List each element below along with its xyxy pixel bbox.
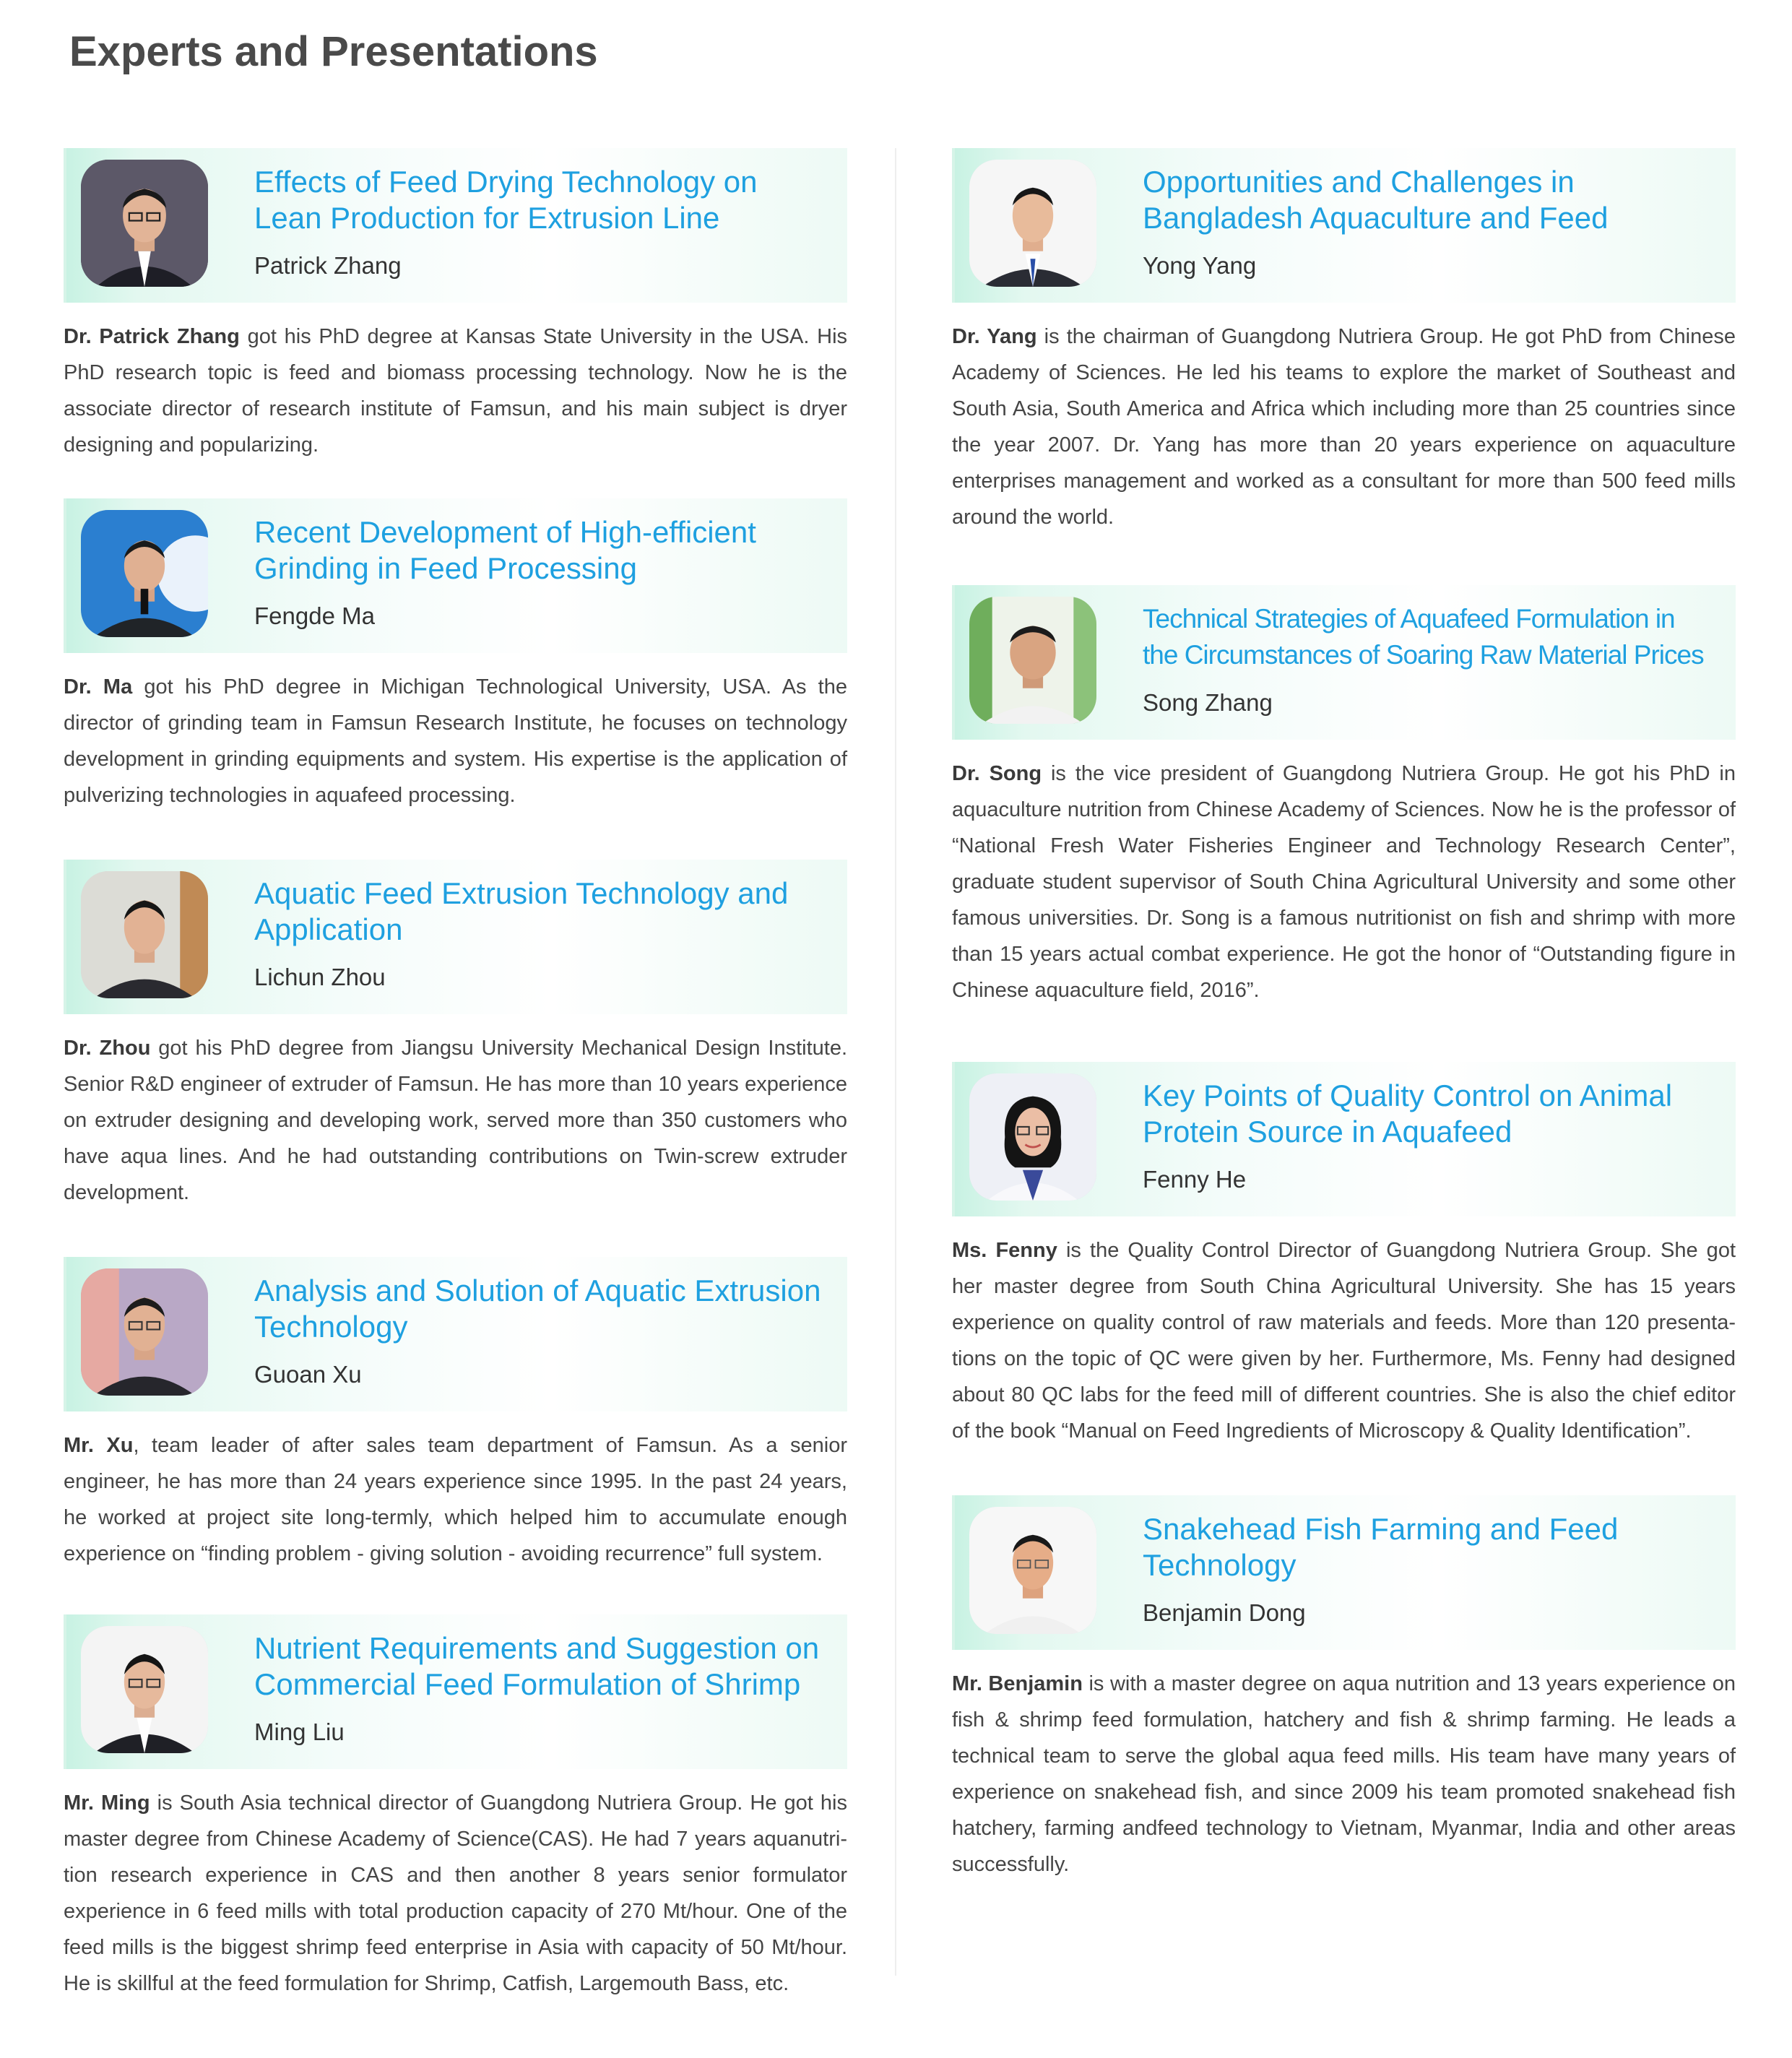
bio-lead: Mr. Xu — [64, 1434, 134, 1457]
speaker-name: Lichun Zhou — [254, 964, 386, 990]
presentation-card — [952, 1495, 1736, 1882]
speaker-bio — [64, 1427, 847, 1572]
presentation-title: Effects of Feed Drying Technology on Lean Production for Extrusion Line — [254, 165, 758, 235]
speaker-photo — [81, 1626, 208, 1753]
speaker-bio — [952, 1666, 1736, 1882]
presentation-card — [64, 498, 847, 813]
bio-lead: Dr. Song — [952, 762, 1042, 785]
speaker-photo — [81, 510, 208, 637]
speaker-photo — [969, 597, 1096, 724]
page-title: Experts and Presentations — [69, 28, 598, 75]
presentation-title: Snakehead Fish Farming and Feed Technology — [1143, 1512, 1619, 1582]
presentation-banner — [952, 1062, 1736, 1216]
presentation-banner — [64, 498, 847, 653]
bio-text: is the vice president of Guangdong Nutriera Group. He got his PhD in aquaculture nutrition from Chinese Academy of Sciences. Now he is the professor of “National Fresh Water Fisheries Engineer and Technology Research Center”, graduate student supervisor of South China Agricultural University and some other famous universities. Dr. Song is a famous nutritionist on fish and shrimp with more than 15 years actual combat experience. He got the honor of “Outstanding figure in Chinese aquaculture field, 2016”. — [952, 762, 1736, 1002]
speaker-bio — [952, 319, 1736, 535]
speaker-bio — [64, 319, 847, 463]
speaker-bio — [64, 1030, 847, 1211]
speaker-bio — [952, 756, 1736, 1008]
bio-text: is the Quality Control Director of Guangdong Nutriera Group. She got her master degree from South China Agricultural University. She has 15 years experience on quality control of raw materials and feeds. More than 120 presenta-tions on the topic of QC were given by her. Furthermore, Ms. Fenny had designed about 80 QC labs for the feed mill of different countries. She is also the chief editor of the book “Manual on Feed Ingredients of Microscopy & Quality Identification”. — [952, 1239, 1736, 1443]
presentation-card — [64, 860, 847, 1211]
presentation-banner — [64, 148, 847, 303]
speaker-name: Benjamin Dong — [1143, 1599, 1306, 1626]
speaker-photo — [81, 871, 208, 998]
speaker-name: Fenny He — [1143, 1166, 1247, 1193]
presentation-title: Recent Development of High-efficient Grinding in Feed Processing — [254, 515, 756, 585]
speaker-bio — [64, 669, 847, 813]
presentation-title: Aquatic Feed Extrusion Technology and Application — [254, 876, 789, 946]
speaker-photo — [969, 160, 1096, 287]
speaker-name: Yong Yang — [1143, 252, 1257, 279]
bio-text: is South Asia technical director of Guangdong Nutriera Group. He got his master degree from Chinese Academy of Science(CAS). He had 7 years aquanutri-tion research experience in CAS and then another 8 years senior formulator experience in 6 feed mills with total production capacity of 270 Mt/hour. One of the feed mills is the biggest shrimp feed enterprise in Asia with capacity of 50 Mt/hour. He is skillful at the feed formulation for Shrimp, Catfish, Largemouth Bass, etc. — [64, 1791, 847, 1995]
bio-lead: Dr. Patrick Zhang — [64, 325, 240, 348]
bio-lead: Dr. Ma — [64, 675, 133, 699]
speaker-name: Fengde Ma — [254, 602, 375, 629]
speaker-photo — [81, 1268, 208, 1396]
presentation-title: Analysis and Solution of Aquatic Extrusion Technology — [254, 1274, 821, 1344]
presentation-card — [64, 1257, 847, 1572]
presentation-title: Technical Strategies of Aquafeed Formulation in the Circumstances of Soaring Raw Material Prices — [1143, 604, 1704, 670]
presentation-banner — [952, 585, 1736, 740]
bio-text: got his PhD degree in Michigan Technological University, USA. As the director of grinding team in Famsun Research Institute, he focuses on technology development in grinding equipments and system. His expertise is the application of pulverizing technologies in aquafeed processing. — [64, 675, 847, 807]
speaker-photo — [81, 160, 208, 287]
presentation-banner — [64, 1614, 847, 1769]
speaker-name: Ming Liu — [254, 1718, 345, 1745]
bio-lead: Ms. Fenny — [952, 1239, 1057, 1262]
bio-lead: Mr. Benjamin — [952, 1672, 1083, 1695]
presentation-banner — [64, 1257, 847, 1411]
bio-lead: Dr. Zhou — [64, 1037, 151, 1060]
presentation-banner — [952, 1495, 1736, 1650]
presentation-title: Nutrient Requirements and Suggestion on Commercial Feed Formulation of Shrimp — [254, 1631, 820, 1701]
speaker-name: Patrick Zhang — [254, 252, 402, 279]
presentation-title: Opportunities and Challenges in Bangladesh Aquaculture and Feed — [1143, 165, 1609, 235]
bio-lead: Dr. Yang — [952, 325, 1037, 348]
presentation-card — [64, 1614, 847, 2002]
speaker-name: Guoan Xu — [254, 1361, 362, 1388]
bio-text: got his PhD degree from Jiangsu University Mechanical Design Institute. Senior R&D engineer of extruder of Famsun. He has more than 10 years experience on extruder designing and developing work, served more than 350 customers who have aqua lines. And he had outstanding contributions on Twin-screw extruder development. — [64, 1037, 848, 1204]
column-divider — [895, 148, 896, 1976]
speaker-bio — [952, 1232, 1736, 1449]
presentation-title: Key Points of Quality Control on Animal Protein Source in Aquafeed — [1143, 1078, 1673, 1149]
speaker-bio — [64, 1785, 847, 2002]
presentation-banner — [952, 148, 1736, 303]
bio-text: is with a master degree on aqua nutrition and 13 years experience on fish & shrimp feed formulation, hatchery and fish & shrimp farming. He leads a technical team to serve the global aqua feed mills. His team have many years of experience on snakehead fish, and since 2009 his team promoted snakehead fish hatchery, farming andfeed technology to Vietnam, Myanmar, India and other areas successfully. — [952, 1672, 1736, 1876]
bio-text: is the chairman of Guangdong Nutriera Group. He got PhD from Chinese Academy of Sciences. He led his teams to explore the market of Southeast and South Asia, South America and Africa which including more than 25 countries since the year 2007. Dr. Yang has more than 20 years experience on aquaculture enterprises management and worked as a consultant for more than 500 feed mills around the world. — [952, 325, 1736, 529]
bio-lead: Mr. Ming — [64, 1791, 150, 1815]
speaker-photo — [969, 1507, 1096, 1634]
speaker-photo — [969, 1073, 1096, 1201]
speaker-name: Song Zhang — [1143, 689, 1273, 716]
bio-text: got his PhD degree at Kansas State University in the USA. His PhD research topic is feed and biomass processing technology. Now he is the associate director of research institute of Famsun, and his main subject is dryer designing and popularizing. — [64, 325, 848, 457]
presentation-card — [952, 148, 1736, 535]
bio-text: , team leader of after sales team department of Famsun. As a senior engineer, he has more than 24 years experience since 1995. In the past 24 years, he worked at project site long-termly, which helped him to accumulate enough experience on “finding problem - giving solution - avoiding recurrence” full system. — [64, 1434, 847, 1565]
presentation-card — [64, 148, 847, 463]
presentation-card — [952, 585, 1736, 1008]
presentation-banner — [64, 860, 847, 1014]
presentation-card — [952, 1062, 1736, 1449]
